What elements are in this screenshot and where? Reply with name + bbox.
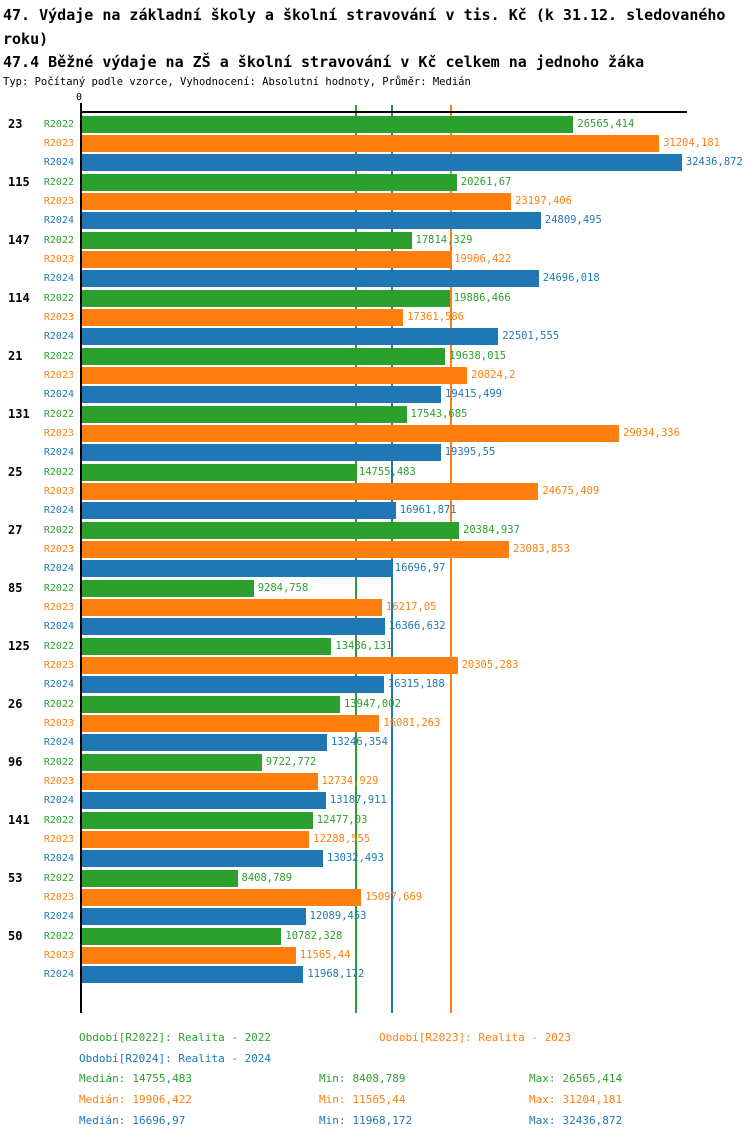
series-row-label: R2022	[43, 293, 74, 304]
bar-row-r2023	[0, 715, 750, 732]
series-row-label: R2022	[43, 931, 74, 942]
bar-row-r2024	[0, 502, 750, 519]
bar-value-label: 10782,328	[285, 930, 343, 942]
bar	[82, 657, 458, 674]
bar	[82, 734, 327, 751]
bar-value-label: 12477,03	[316, 814, 368, 826]
bar-value-label: 16696,97	[394, 562, 446, 574]
bar-value-label: 20261,67	[460, 176, 512, 188]
series-row-label: R2022	[43, 641, 74, 652]
chart-title-text1: 47. Výdaje na základní školy a školní stravování v tis. Kč (k 31.12. sledovaného	[3, 6, 726, 24]
bar	[82, 580, 254, 597]
bar	[82, 116, 573, 133]
bar-group-26	[0, 696, 750, 751]
bar-row-r2023	[0, 541, 750, 558]
bar-value-label: 13246,354	[331, 736, 388, 748]
legend-item-r2023: Období[R2023]: Realita - 2023	[379, 1031, 572, 1044]
bar-row-r2022	[0, 406, 750, 423]
bar	[82, 676, 384, 693]
series-row-label: R2023	[43, 660, 74, 671]
bar-value-label: 24675,409	[542, 485, 600, 497]
bar-row-r2022	[0, 928, 750, 945]
series-row-label: R2024	[43, 621, 74, 632]
bar	[82, 889, 361, 906]
bar-row-r2024	[0, 908, 750, 925]
bar-value-label: 24809,495	[544, 214, 602, 226]
bar	[82, 870, 238, 887]
min-label: Min:	[319, 1093, 346, 1106]
series-row-label: R2023	[43, 544, 74, 555]
group-label: 23	[8, 117, 23, 131]
max-label: Max:	[529, 1093, 556, 1106]
group-label: 27	[8, 523, 23, 537]
bar-value-label: 9722,772	[265, 756, 317, 768]
series-row-label: R2024	[43, 505, 74, 516]
bar	[82, 928, 281, 945]
bar-value-label: 12734,929	[321, 775, 379, 787]
max-value: 31204,181	[562, 1093, 623, 1106]
series-row-label: R2023	[43, 486, 74, 497]
bar	[82, 715, 379, 732]
bar	[82, 638, 331, 655]
stat-min-r2023	[319, 1093, 405, 1107]
bar-group-85	[0, 580, 750, 635]
bar-value-label: 16315,188	[387, 678, 445, 690]
group-label: 26	[8, 697, 23, 711]
series-row-label: R2023	[43, 892, 74, 903]
bar	[82, 754, 262, 771]
bar-row-r2023	[0, 773, 750, 790]
stat-median-r2024	[79, 1114, 185, 1128]
series-row-label: R2023	[43, 428, 74, 439]
bar-row-r2022	[0, 522, 750, 539]
group-label: 21	[8, 349, 23, 363]
bar	[82, 406, 407, 423]
bar-value-label: 31204,181	[663, 137, 720, 149]
min-value: 8408,789	[352, 1072, 406, 1085]
bar-row-r2024	[0, 792, 750, 809]
median-value: 19906,422	[132, 1093, 192, 1106]
bar-row-r2022	[0, 290, 750, 307]
bar-value-label: 13032,493	[327, 852, 384, 864]
bar-row-r2023	[0, 309, 750, 326]
bar-row-r2022	[0, 870, 750, 887]
bar	[82, 444, 441, 461]
bar-row-r2023	[0, 831, 750, 848]
series-row-label: R2024	[43, 911, 74, 922]
bar-value-label: 14755,483	[358, 466, 416, 478]
bar-group-21	[0, 348, 750, 403]
bar-value-label: 23197,406	[515, 195, 572, 207]
bar-value-label: 19906,422	[454, 253, 512, 265]
bar-row-r2024	[0, 154, 750, 171]
bar-group-27	[0, 522, 750, 577]
bar-row-r2024	[0, 444, 750, 461]
bar-row-r2024	[0, 966, 750, 983]
bar-row-r2024	[0, 618, 750, 635]
bar	[82, 290, 450, 307]
series-row-label: R2023	[43, 776, 74, 787]
bar	[82, 502, 396, 519]
stat-max-r2022	[529, 1072, 622, 1086]
bar	[82, 618, 385, 635]
bar	[82, 792, 326, 809]
bar-row-r2022	[0, 464, 750, 481]
bar-row-r2023	[0, 599, 750, 616]
bar-value-label: 19886,466	[453, 292, 511, 304]
bar-row-r2024	[0, 734, 750, 751]
median-label: Medián:	[79, 1093, 126, 1106]
bar	[82, 464, 355, 481]
bar-group-96	[0, 754, 750, 809]
bar	[82, 193, 511, 210]
series-row-label: R2023	[43, 950, 74, 961]
bar-row-r2024	[0, 560, 750, 577]
group-label: 147	[8, 233, 30, 247]
bar-group-25	[0, 464, 750, 519]
bar	[82, 425, 619, 442]
bar-row-r2022	[0, 348, 750, 365]
series-row-label: R2022	[43, 583, 74, 594]
bar-row-r2023	[0, 193, 750, 210]
series-row-label: R2024	[43, 563, 74, 574]
bar-value-label: 24696,018	[542, 272, 600, 284]
bar	[82, 174, 457, 191]
bar-value-label: 32436,872	[685, 156, 743, 168]
bar-row-r2023	[0, 889, 750, 906]
bar-row-r2022	[0, 696, 750, 713]
y-axis-line	[80, 103, 82, 1013]
bar	[82, 947, 296, 964]
group-label: 50	[8, 929, 23, 943]
bar-row-r2022	[0, 116, 750, 133]
bar-value-label: 12288,555	[313, 833, 371, 845]
series-row-label: R2022	[43, 815, 74, 826]
series-row-label: R2024	[43, 853, 74, 864]
series-row-label: R2024	[43, 389, 74, 400]
min-value: 11565,44	[352, 1093, 406, 1106]
min-value: 11968,172	[352, 1114, 413, 1127]
legend-item-r2024: Období[R2024]: Realita - 2024	[79, 1052, 272, 1065]
bar-row-r2022	[0, 232, 750, 249]
bar-value-label: 17814,329	[415, 234, 473, 246]
group-label: 125	[8, 639, 30, 653]
bar-value-label: 20305,283	[461, 659, 519, 671]
bar	[82, 483, 538, 500]
stat-median-r2022	[79, 1072, 192, 1086]
x-axis-origin-label: 0	[76, 92, 83, 103]
bar-value-label: 8408,789	[241, 872, 293, 884]
bar	[82, 908, 306, 925]
min-label: Min:	[319, 1072, 346, 1085]
group-label: 96	[8, 755, 23, 769]
bar	[82, 966, 303, 983]
bar	[82, 135, 659, 152]
bar	[82, 212, 541, 229]
bar	[82, 812, 313, 829]
series-row-label: R2023	[43, 196, 74, 207]
bar-row-r2023	[0, 425, 750, 442]
series-row-label: R2024	[43, 157, 74, 168]
median-value: 14755,483	[132, 1072, 192, 1085]
group-label: 114	[8, 291, 30, 305]
bar-value-label: 15097,669	[365, 891, 423, 903]
bar	[82, 154, 682, 171]
bar-group-125	[0, 638, 750, 693]
max-label: Max:	[529, 1114, 556, 1127]
series-row-label: R2023	[43, 138, 74, 149]
stat-median-r2023	[79, 1093, 192, 1107]
bar	[82, 251, 450, 268]
bar	[82, 386, 441, 403]
series-row-label: R2022	[43, 873, 74, 884]
bar-row-r2022	[0, 580, 750, 597]
group-label: 53	[8, 871, 23, 885]
group-label: 85	[8, 581, 23, 595]
bar	[82, 696, 340, 713]
bar	[82, 348, 445, 365]
bar-row-r2023	[0, 483, 750, 500]
bar	[82, 367, 467, 384]
bar-value-label: 16366,632	[388, 620, 446, 632]
bar-value-label: 16961,871	[399, 504, 457, 516]
chart-title-text2: roku)	[3, 30, 49, 48]
bar-value-label: 23083,853	[513, 543, 570, 555]
stat-min-r2022	[319, 1072, 405, 1086]
bar-value-label: 13486,131	[335, 640, 393, 652]
bar-row-r2023	[0, 135, 750, 152]
group-label: 25	[8, 465, 23, 479]
chart-title-line1	[3, 3, 743, 51]
series-row-label: R2022	[43, 235, 74, 246]
bar	[82, 773, 318, 790]
bar-value-label: 19395,55	[444, 446, 496, 458]
bar	[82, 270, 539, 287]
bar	[82, 309, 403, 326]
bar-row-r2023	[0, 367, 750, 384]
bar-row-r2024	[0, 850, 750, 867]
bar-row-r2024	[0, 386, 750, 403]
group-label: 141	[8, 813, 30, 827]
bar-value-label: 11565,44	[299, 949, 351, 961]
series-row-label: R2024	[43, 737, 74, 748]
bar-row-r2023	[0, 657, 750, 674]
bar-row-r2024	[0, 676, 750, 693]
bar-value-label: 19638,015	[449, 350, 507, 362]
bar-value-label: 19415,499	[445, 388, 502, 400]
bar	[82, 560, 391, 577]
series-row-label: R2022	[43, 699, 74, 710]
bar-value-label: 12089,453	[309, 910, 367, 922]
bar-value-label: 20824,2	[471, 369, 516, 381]
bar-value-label: 13947,002	[344, 698, 401, 710]
series-row-label: R2022	[43, 177, 74, 188]
bar	[82, 328, 498, 345]
series-row-label: R2023	[43, 254, 74, 265]
max-value: 26565,414	[562, 1072, 623, 1085]
chart-subtitle-47-4: 47.4 Běžné výdaje na ZŠ a školní stravování v Kč celkem na jednoho žáka	[3, 53, 645, 71]
bar-row-r2024	[0, 328, 750, 345]
series-row-label: R2023	[43, 370, 74, 381]
bar-group-147	[0, 232, 750, 287]
series-row-label: R2022	[43, 757, 74, 768]
max-value: 32436,872	[562, 1114, 623, 1127]
chart-type-info: Typ: Počítaný podle vzorce, Vyhodnocení: Absolutní hodnoty, Průměr: Medián	[3, 76, 471, 88]
bar-group-114	[0, 290, 750, 345]
bar-value-label: 9284,758	[257, 582, 309, 594]
bar	[82, 831, 309, 848]
stat-min-r2024	[319, 1114, 412, 1128]
legend-item-r2022: Období[R2022]: Realita - 2022	[79, 1031, 272, 1044]
bar-value-label: 17543,685	[410, 408, 468, 420]
bar-group-141	[0, 812, 750, 867]
bar-row-r2024	[0, 270, 750, 287]
bar-row-r2022	[0, 174, 750, 191]
series-row-label: R2024	[43, 969, 74, 980]
stat-max-r2024	[529, 1114, 622, 1128]
max-label: Max:	[529, 1072, 556, 1085]
bar-value-label: 11968,172	[307, 968, 365, 980]
bar	[82, 850, 323, 867]
series-row-label: R2024	[43, 447, 74, 458]
bar-row-r2022	[0, 638, 750, 655]
stat-max-r2023	[529, 1093, 622, 1107]
group-label: 131	[8, 407, 30, 421]
bar-value-label: 17361,586	[407, 311, 464, 323]
bar	[82, 522, 459, 539]
series-row-label: R2023	[43, 312, 74, 323]
series-row-label: R2024	[43, 679, 74, 690]
bar-value-label: 29034,336	[623, 427, 680, 439]
bar-group-131	[0, 406, 750, 461]
bar-row-r2022	[0, 812, 750, 829]
bar-value-label: 16081,263	[383, 717, 441, 729]
bar-row-r2022	[0, 754, 750, 771]
series-row-label: R2022	[43, 467, 74, 478]
x-axis-line	[81, 111, 687, 113]
median-label: Medián:	[79, 1114, 126, 1127]
bar-group-115	[0, 174, 750, 229]
bar-group-50	[0, 928, 750, 983]
bar-row-r2023	[0, 251, 750, 268]
bar-groups-container	[0, 116, 750, 986]
series-row-label: R2023	[43, 718, 74, 729]
bar-value-label: 16217,05	[385, 601, 437, 613]
bar-value-label: 13187,911	[329, 794, 387, 806]
bar-row-r2024	[0, 212, 750, 229]
series-row-label: R2022	[43, 409, 74, 420]
series-row-label: R2022	[43, 351, 74, 362]
bar-value-label: 26565,414	[577, 118, 635, 130]
series-row-label: R2023	[43, 602, 74, 613]
series-row-label: R2023	[43, 834, 74, 845]
series-row-label: R2022	[43, 119, 74, 130]
series-row-label: R2024	[43, 273, 74, 284]
group-label: 115	[8, 175, 30, 189]
median-value: 16696,97	[132, 1114, 186, 1127]
series-row-label: R2022	[43, 525, 74, 536]
bar-row-r2023	[0, 947, 750, 964]
bar-group-53	[0, 870, 750, 925]
min-label: Min:	[319, 1114, 346, 1127]
series-row-label: R2024	[43, 215, 74, 226]
series-row-label: R2024	[43, 331, 74, 342]
bar	[82, 541, 509, 558]
bar-value-label: 22501,555	[502, 330, 560, 342]
median-label: Medián:	[79, 1072, 126, 1085]
bar	[82, 232, 412, 249]
bar	[82, 599, 382, 616]
bar-value-label: 20384,937	[463, 524, 520, 536]
bar-group-23	[0, 116, 750, 171]
series-row-label: R2024	[43, 795, 74, 806]
